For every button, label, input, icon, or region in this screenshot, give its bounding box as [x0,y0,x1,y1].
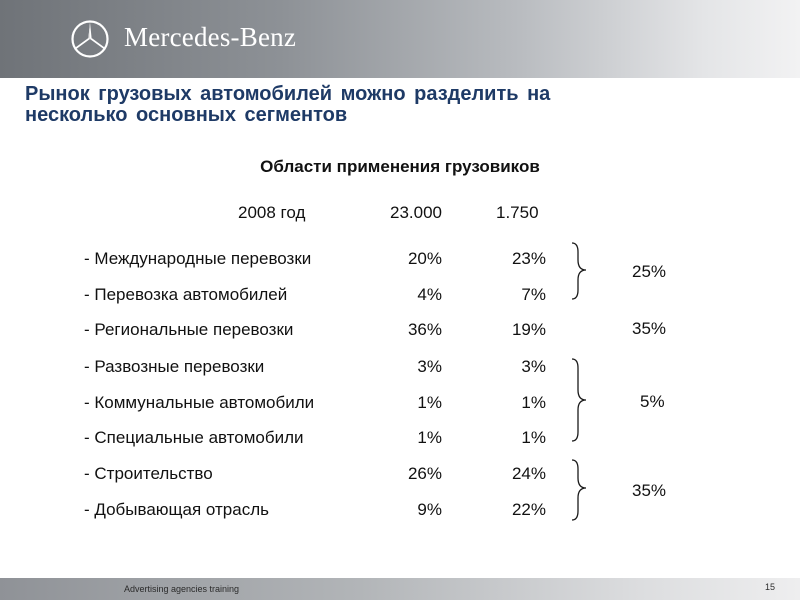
group-share-4: 35% [632,481,667,500]
group-share-1: 25% [632,262,667,281]
row-label: - Коммунальные автомобили [84,393,315,412]
footer-bar [0,578,800,600]
row-value-2: 19% [511,320,546,339]
group-brace-2 [572,359,586,441]
row-value-2: 1% [521,428,546,447]
group-brace-1 [572,243,586,299]
row-value-2: 24% [511,464,546,483]
row-value-2: 7% [521,285,546,304]
row-value-1: 4% [417,285,442,304]
header-bar [0,0,800,78]
slide-title-line-1: Рынок грузовых автомобилей можно разделить на [25,83,551,105]
page-number: 15 [765,582,776,592]
group-share-2: 35% [632,319,667,338]
row-value-1: 36% [407,320,442,339]
row-value-1: 26% [407,464,442,483]
row-label: - Перевозка автомобилей [84,285,288,304]
row-value-1: 3% [417,357,442,376]
row-value-2: 23% [511,249,546,268]
row-value-1: 20% [407,249,442,268]
row-value-1: 1% [417,393,442,412]
row-label: - Специальные автомобили [84,428,304,447]
footer-text: Advertising agencies training [124,584,240,594]
row-label: - Строительство [84,464,213,483]
row-value-1: 9% [417,500,442,519]
row-value-2: 3% [521,357,546,376]
row-label: - Развозные перевозки [84,357,265,376]
section-heading: Области применения грузовиков [260,157,540,176]
group-share-3: 5% [640,392,665,411]
column-header-2: 1.750 [496,203,539,222]
row-label: - Международные перевозки [84,249,312,268]
three-pointed-star-icon [70,19,110,59]
group-brace-3 [572,460,586,520]
column-header-1: 23.000 [390,203,442,222]
row-value-2: 22% [511,500,546,519]
row-label: - Региональные перевозки [84,320,294,339]
row-value-2: 1% [521,393,546,412]
row-label: - Добывающая отрасль [84,500,269,519]
year-label: 2008 год [238,203,306,222]
row-value-1: 1% [417,428,442,447]
slide-title-line-2: несколько основных сегментов [25,104,348,126]
brand-name: Mercedes-Benz [124,22,297,52]
slide-title [25,84,625,126]
